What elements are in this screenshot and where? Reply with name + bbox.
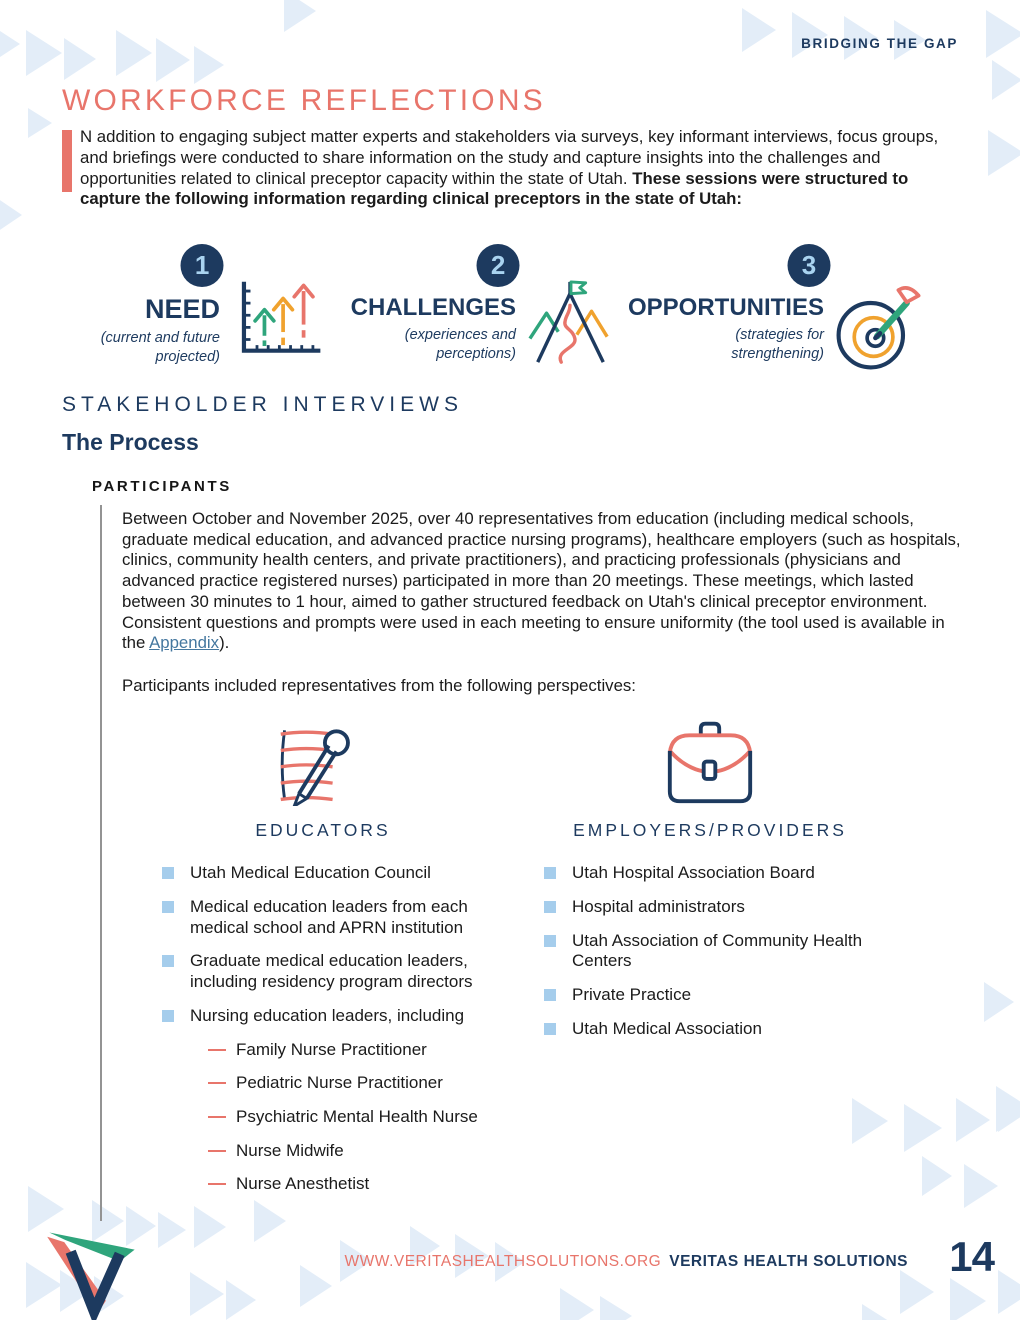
intro-lead-letter: N xyxy=(80,127,93,146)
bg-triangle xyxy=(998,1270,1020,1314)
page-number: 14 xyxy=(949,1233,994,1280)
footer-website-url[interactable]: WWW.VERITASHEALTHSOLUTIONS.ORG xyxy=(344,1253,662,1270)
pillar-title: OPPORTUNITIES xyxy=(627,294,824,321)
bg-triangle xyxy=(226,1280,256,1320)
list-item-text: Utah Hospital Association Board xyxy=(572,863,815,883)
sublist-item xyxy=(208,1073,478,1094)
briefcase-icon xyxy=(544,712,876,812)
intro-bold-text: These sessions were structured to capture the following information regarding clinical preceptors in the state of Utah: xyxy=(80,168,909,209)
participants-heading: PARTICIPANTS xyxy=(92,478,232,495)
participants-paragraph xyxy=(122,509,967,654)
bg-triangle xyxy=(0,192,22,238)
list-item xyxy=(162,863,484,884)
pillar-number-badge: 1 xyxy=(181,244,224,287)
page-title: WORKFORCE REFLECTIONS xyxy=(62,84,546,117)
sublist-item-text: Nurse Anesthetist xyxy=(236,1174,370,1194)
list-item xyxy=(544,897,876,918)
square-bullet-icon xyxy=(162,867,174,879)
bg-triangle xyxy=(194,46,224,84)
pillar-number-badge: 2 xyxy=(477,244,520,287)
list-item-text: Private Practice xyxy=(572,985,692,1005)
list-item xyxy=(162,951,484,992)
bg-triangle xyxy=(190,1272,224,1316)
dropcap-bar xyxy=(62,130,72,192)
square-bullet-icon xyxy=(162,901,174,913)
pillar-need xyxy=(100,244,322,367)
report-header-tag: BRIDGING THE GAP xyxy=(801,36,958,51)
footer-line xyxy=(345,1253,908,1271)
pillar-opportunities xyxy=(618,244,926,379)
bg-triangle xyxy=(992,60,1020,100)
educators-label: EDUCATORS xyxy=(255,820,391,841)
bg-triangle xyxy=(986,10,1020,58)
bg-triangle xyxy=(26,30,62,76)
nursing-sublist xyxy=(190,1040,478,1196)
bg-triangle xyxy=(742,8,776,52)
participants-block xyxy=(100,505,972,1221)
books-pencil-icon xyxy=(162,712,484,812)
intro-paragraph xyxy=(62,127,959,210)
perspectives-intro: Participants included representatives from the following perspectives: xyxy=(122,676,636,696)
employers-list xyxy=(544,863,876,1039)
pillar-subtitle: (strategies for strengthening) xyxy=(731,327,824,362)
educators-list xyxy=(162,863,484,1208)
pillar-subtitle: (current and future projected) xyxy=(100,330,220,365)
bg-triangle xyxy=(560,1288,594,1320)
pillar-title: NEED xyxy=(144,294,220,324)
dash-bullet-icon xyxy=(208,1116,226,1128)
bg-triangle xyxy=(988,130,1020,176)
bg-triangle xyxy=(900,1270,934,1314)
educators-column xyxy=(162,712,484,1221)
pillar-subtitle: (experiences and perceptions) xyxy=(404,327,516,362)
list-item xyxy=(544,1019,876,1040)
bg-triangle xyxy=(984,982,1014,1022)
sublist-item xyxy=(208,1107,478,1128)
employers-label: EMPLOYERS/PROVIDERS xyxy=(573,820,847,841)
list-item-text: Utah Association of Community Health Centers xyxy=(572,930,863,971)
square-bullet-icon xyxy=(162,955,174,967)
appendix-link[interactable]: Appendix xyxy=(149,633,220,653)
bg-triangle xyxy=(156,38,190,82)
square-bullet-icon xyxy=(544,1023,556,1035)
participants-paragraph-text: Between October and November 2025, over 40 representatives from education (including medical schools, graduate medical education, and advanced practice nursing programs), healthcare employers (such as hospitals, clinics, community health centers, and private practitioners), and practicing professionals (physicians and advanced practice registered nurses) participated in more than 20 meetings. These meetings, which lasted between 30 minutes to 1 hour, aimed to gather structured feedback on Utah's clinical preceptor environment. Consistent questions and prompts were used in each meeting to ensure uniformity (the tool used is available in the xyxy=(122,509,961,653)
list-item-text: Nursing education leaders, including xyxy=(190,1005,465,1025)
sublist-item xyxy=(208,1174,478,1195)
target-dart-icon xyxy=(834,278,926,379)
pillar-title: CHALLENGES xyxy=(350,294,516,321)
list-item-text: Graduate medical education leaders, including residency program directors xyxy=(190,951,473,992)
sublist-item xyxy=(208,1141,478,1162)
bg-triangle xyxy=(28,108,52,138)
square-bullet-icon xyxy=(544,989,556,1001)
pillar-number-badge: 3 xyxy=(787,244,830,287)
list-item xyxy=(544,863,876,884)
list-item-text: Hospital administrators xyxy=(572,896,745,916)
sublist-item xyxy=(208,1040,478,1061)
dash-bullet-icon xyxy=(208,1150,226,1162)
sublist-item-text: Nurse Midwife xyxy=(236,1140,344,1160)
square-bullet-icon xyxy=(544,935,556,947)
intro-body-text: addition to engaging subject matter experts and stakeholders via surveys, key informant interviews, focus groups, and briefings were conducted to share information on the study and capture insights into the challenges and opportunities related to clinical preceptor capacity within the state of Utah. xyxy=(80,127,939,188)
list-item xyxy=(162,897,484,938)
square-bullet-icon xyxy=(544,901,556,913)
square-bullet-icon xyxy=(544,867,556,879)
employers-column xyxy=(544,712,876,1221)
section-title-stakeholder-interviews: STAKEHOLDER INTERVIEWS xyxy=(62,393,463,416)
bar-chart-growth-icon xyxy=(230,278,325,365)
dash-bullet-icon xyxy=(208,1049,226,1061)
square-bullet-icon xyxy=(162,1010,174,1022)
sublist-item-text: Pediatric Nurse Practitioner xyxy=(236,1073,443,1093)
bg-triangle xyxy=(862,1304,892,1320)
veritas-logo xyxy=(33,1224,151,1320)
list-item xyxy=(162,1006,484,1208)
list-item-text: Medical education leaders from each medical school and APRN institution xyxy=(190,896,468,937)
pillar-challenges xyxy=(338,244,614,371)
list-item-text: Utah Medical Association xyxy=(572,1018,762,1038)
bg-triangle xyxy=(950,1278,986,1320)
list-item-text: Utah Medical Education Council xyxy=(190,863,431,883)
bg-triangle xyxy=(0,22,20,66)
participants-paragraph-end: ). xyxy=(219,633,230,653)
bg-triangle xyxy=(64,38,96,80)
mountain-flag-icon xyxy=(526,278,614,371)
subsection-title-the-process: The Process xyxy=(62,429,199,455)
bg-triangle xyxy=(300,1265,332,1307)
dash-bullet-icon xyxy=(208,1183,226,1195)
dash-bullet-icon xyxy=(208,1082,226,1094)
sublist-item-text: Family Nurse Practitioner xyxy=(236,1039,427,1059)
bg-triangle xyxy=(600,1296,632,1320)
bg-triangle xyxy=(792,12,828,58)
bg-triangle xyxy=(284,0,316,32)
list-item xyxy=(544,931,876,972)
sublist-item-text: Psychiatric Mental Health Nurse xyxy=(236,1107,478,1127)
bg-triangle xyxy=(116,30,152,76)
footer-org-name: VERITAS HEALTH SOLUTIONS xyxy=(669,1253,908,1270)
list-item xyxy=(544,985,876,1006)
